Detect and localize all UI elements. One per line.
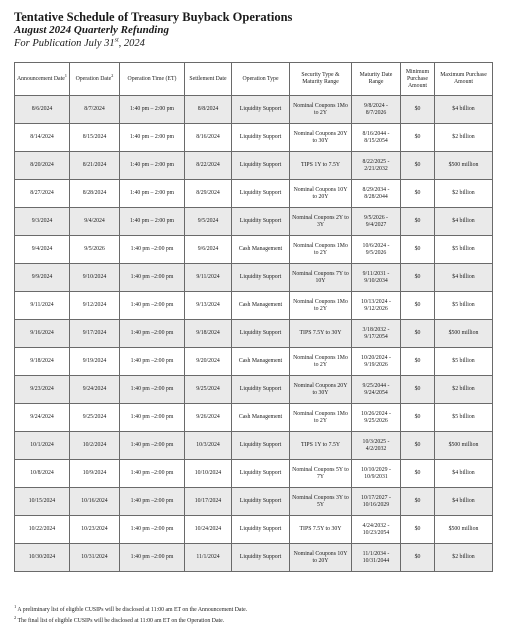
page-subtitle: August 2024 Quarterly Refunding: [14, 24, 169, 36]
table-cell: Nominal Coupons 2Y to 3Y: [290, 208, 352, 236]
footnote-1-text: A preliminary list of eligible CUSIPs will be disclosed at 11:00 am ET on the Announcement Date.: [16, 607, 248, 613]
table-cell: Nominal Coupons 1Mo to 2Y: [290, 96, 352, 124]
table-cell: 10/23/2024: [70, 516, 120, 544]
table-cell: $0: [401, 432, 435, 460]
table-cell: $0: [401, 96, 435, 124]
table-cell: 8/22/2025 - 2/21/2032: [352, 152, 401, 180]
table-cell: $2 billion: [435, 544, 493, 572]
column-header: [70, 63, 120, 96]
table-cell: $0: [401, 488, 435, 516]
table-cell: $0: [401, 180, 435, 208]
column-header-label: Maximum Purchase Amount: [440, 72, 487, 85]
table-cell: 1:40 pm – 2:00 pm: [120, 124, 185, 152]
table-cell: $5 billion: [435, 348, 493, 376]
table-cell: 10/13/2024 - 9/12/2026: [352, 292, 401, 320]
table-cell: 11/1/2034 - 10/31/2044: [352, 544, 401, 572]
table-cell: Cash Management: [232, 348, 290, 376]
table-cell: 1:40 pm – 2:00 pm: [120, 96, 185, 124]
table-cell: 1:40 pm – 2:00 pm: [120, 208, 185, 236]
table-cell: 9/4/2024: [70, 208, 120, 236]
table-cell: Nominal Coupons 20Y to 30Y: [290, 376, 352, 404]
table-cell: Nominal Coupons 10Y to 20Y: [290, 180, 352, 208]
column-header: [435, 63, 493, 96]
table-cell: 9/4/2024: [15, 236, 70, 264]
table-cell: 9/12/2024: [70, 292, 120, 320]
table-cell: 10/8/2024: [15, 460, 70, 488]
table-row: [15, 348, 493, 376]
table-cell: 10/9/2024: [70, 460, 120, 488]
table-cell: 8/15/2024: [70, 124, 120, 152]
table-cell: Cash Management: [232, 292, 290, 320]
table-cell: 1:40 pm –2:00 pm: [120, 236, 185, 264]
column-header: [232, 63, 290, 96]
table-cell: $4 billion: [435, 96, 493, 124]
table-cell: Liquidity Support: [232, 180, 290, 208]
column-header-label: Minimum Purchase Amount: [405, 68, 430, 89]
table-cell: Liquidity Support: [232, 544, 290, 572]
table-cell: 10/31/2024: [70, 544, 120, 572]
table-cell: 3/18/2032 - 9/17/2054: [352, 320, 401, 348]
table-cell: Nominal Coupons 10Y to 20Y: [290, 544, 352, 572]
table-cell: 9/8/2024 - 8/7/2026: [352, 96, 401, 124]
table-cell: 8/29/2034 - 8/28/2044: [352, 180, 401, 208]
table-cell: 9/6/2024: [185, 236, 232, 264]
table-cell: $500 million: [435, 152, 493, 180]
table-cell: 9/18/2024: [15, 348, 70, 376]
table-cell: 8/7/2024: [70, 96, 120, 124]
document-header: [14, 11, 292, 50]
column-header-label: Operation Time (ET): [127, 75, 177, 82]
table-cell: $0: [401, 264, 435, 292]
table-row: [15, 264, 493, 292]
table-cell: TIPS 1Y to 7.5Y: [290, 432, 352, 460]
table-cell: 10/24/2024: [185, 516, 232, 544]
column-header: [352, 63, 401, 96]
table-cell: $500 million: [435, 432, 493, 460]
column-header-label: Security Type & Maturity Range: [301, 72, 340, 85]
table-cell: 8/6/2024: [15, 96, 70, 124]
table-cell: 11/1/2024: [185, 544, 232, 572]
table-cell: 10/6/2024 - 9/5/2026: [352, 236, 401, 264]
table-cell: 8/8/2024: [185, 96, 232, 124]
table-body: [15, 96, 493, 572]
column-header: [15, 63, 70, 96]
column-header-footnote-mark: 2: [111, 72, 114, 78]
column-header-label: Settlement Date: [189, 75, 227, 82]
table-cell: Liquidity Support: [232, 124, 290, 152]
publication-date-prefix: For Publication July 31: [14, 38, 115, 49]
table-cell: 8/21/2024: [70, 152, 120, 180]
table-cell: Nominal Coupons 1Mo to 2Y: [290, 348, 352, 376]
column-header: [290, 63, 352, 96]
table-cell: $2 billion: [435, 376, 493, 404]
column-header-label: Maturity Date Range: [359, 72, 393, 85]
publication-date-year: , 2024: [118, 38, 145, 49]
table-cell: 9/10/2024: [70, 264, 120, 292]
column-header: [120, 63, 185, 96]
table-cell: 9/24/2024: [70, 376, 120, 404]
column-header-label: Operation Type: [242, 75, 279, 82]
table-cell: $0: [401, 348, 435, 376]
table-cell: 1:40 pm –2:00 pm: [120, 544, 185, 572]
table-cell: $0: [401, 124, 435, 152]
table-cell: 9/11/2031 - 9/10/2034: [352, 264, 401, 292]
table-cell: 8/28/2024: [70, 180, 120, 208]
table-cell: $4 billion: [435, 460, 493, 488]
footnote-1: [14, 604, 248, 614]
table-cell: 10/30/2024: [15, 544, 70, 572]
table-cell: Nominal Coupons 5Y to 7Y: [290, 460, 352, 488]
table-cell: Nominal Coupons 3Y to 5Y: [290, 488, 352, 516]
table-row: [15, 292, 493, 320]
column-header-label: Operation Date: [75, 75, 112, 82]
table-cell: $0: [401, 152, 435, 180]
table-cell: $5 billion: [435, 292, 493, 320]
table-cell: 9/23/2024: [15, 376, 70, 404]
table-cell: Nominal Coupons 1Mo to 2Y: [290, 292, 352, 320]
table-cell: 1:40 pm –2:00 pm: [120, 404, 185, 432]
table-cell: Liquidity Support: [232, 376, 290, 404]
table-cell: 1:40 pm –2:00 pm: [120, 292, 185, 320]
table-cell: 10/2/2024: [70, 432, 120, 460]
table-cell: 8/29/2024: [185, 180, 232, 208]
table-cell: Nominal Coupons 1Mo to 2Y: [290, 404, 352, 432]
footnote-2-text: The final list of eligible CUSIPs will be disclosed at 11:00 am ET on the Operation Date.: [16, 618, 225, 624]
table-cell: 10/17/2027 - 10/16/2029: [352, 488, 401, 516]
table-cell: 8/27/2024: [15, 180, 70, 208]
table-cell: 9/3/2024: [15, 208, 70, 236]
page-title: Tentative Schedule of Treasury Buyback Operations: [14, 10, 293, 24]
table-cell: Cash Management: [232, 236, 290, 264]
table-cell: $4 billion: [435, 208, 493, 236]
table-cell: 9/16/2024: [15, 320, 70, 348]
table-cell: $500 million: [435, 516, 493, 544]
table-row: [15, 236, 493, 264]
table-cell: 9/25/2044 - 9/24/2054: [352, 376, 401, 404]
table-cell: Liquidity Support: [232, 460, 290, 488]
table-cell: $0: [401, 376, 435, 404]
footnote-1-mark: 1: [14, 604, 17, 610]
table-cell: Nominal Coupons 7Y to 10Y: [290, 264, 352, 292]
table-cell: 9/5/2026: [70, 236, 120, 264]
table-cell: 1:40 pm –2:00 pm: [120, 320, 185, 348]
table-cell: TIPS 7.5Y to 30Y: [290, 516, 352, 544]
table-cell: 8/16/2044 - 8/15/2054: [352, 124, 401, 152]
table-cell: 10/16/2024: [70, 488, 120, 516]
table-cell: 9/13/2024: [185, 292, 232, 320]
table-row: [15, 460, 493, 488]
table-row: [15, 320, 493, 348]
table-row: [15, 208, 493, 236]
table-cell: 10/3/2024: [185, 432, 232, 460]
table-row: [15, 124, 493, 152]
table-cell: $2 billion: [435, 180, 493, 208]
table-row: [15, 96, 493, 124]
table-cell: Nominal Coupons 20Y to 30Y: [290, 124, 352, 152]
table-cell: TIPS 7.5Y to 30Y: [290, 320, 352, 348]
table-cell: Liquidity Support: [232, 516, 290, 544]
table-cell: $4 billion: [435, 488, 493, 516]
table-cell: $0: [401, 404, 435, 432]
table-cell: $0: [401, 544, 435, 572]
table-cell: 1:40 pm –2:00 pm: [120, 460, 185, 488]
column-header: [185, 63, 232, 96]
table-cell: $4 billion: [435, 264, 493, 292]
table-cell: $5 billion: [435, 404, 493, 432]
table-cell: 10/1/2024: [15, 432, 70, 460]
table-cell: 9/11/2024: [15, 292, 70, 320]
table-cell: $0: [401, 236, 435, 264]
table-cell: 10/15/2024: [15, 488, 70, 516]
table-cell: 10/3/2025 - 4/2/2032: [352, 432, 401, 460]
table-cell: 9/19/2024: [70, 348, 120, 376]
table-cell: 4/24/2032 - 10/23/2054: [352, 516, 401, 544]
table-cell: 8/22/2024: [185, 152, 232, 180]
table-cell: $0: [401, 460, 435, 488]
column-header: [401, 63, 435, 96]
table-cell: 1:40 pm – 2:00 pm: [120, 180, 185, 208]
column-header-label: Announcement Date: [16, 75, 65, 82]
table-cell: 9/5/2026 - 9/4/2027: [352, 208, 401, 236]
table-cell: $0: [401, 516, 435, 544]
table-cell: 9/9/2024: [15, 264, 70, 292]
table-cell: $2 billion: [435, 124, 493, 152]
footnote-2: [14, 615, 225, 625]
table-cell: 9/24/2024: [15, 404, 70, 432]
table-row: [15, 516, 493, 544]
table-cell: $500 million: [435, 320, 493, 348]
table-cell: Liquidity Support: [232, 432, 290, 460]
table-cell: 10/26/2024 - 9/25/2026: [352, 404, 401, 432]
buyback-schedule-table: [14, 62, 493, 572]
table-row: [15, 376, 493, 404]
table-cell: 1:40 pm –2:00 pm: [120, 432, 185, 460]
table-header-row: [15, 63, 493, 96]
table-cell: 1:40 pm –2:00 pm: [120, 348, 185, 376]
publication-date-ordinal: st: [114, 37, 119, 44]
table-cell: 1:40 pm –2:00 pm: [120, 376, 185, 404]
table-cell: 1:40 pm –2:00 pm: [120, 516, 185, 544]
table-cell: 9/25/2024: [185, 376, 232, 404]
table-row: [15, 404, 493, 432]
table-row: [15, 180, 493, 208]
publication-date: [14, 37, 292, 50]
table-cell: 10/20/2024 - 9/19/2026: [352, 348, 401, 376]
table-cell: Liquidity Support: [232, 264, 290, 292]
table-cell: Liquidity Support: [232, 488, 290, 516]
table-cell: 9/17/2024: [70, 320, 120, 348]
table-row: [15, 544, 493, 572]
table-cell: Liquidity Support: [232, 320, 290, 348]
table-cell: 10/22/2024: [15, 516, 70, 544]
table-cell: $0: [401, 292, 435, 320]
table-cell: $0: [401, 320, 435, 348]
table-cell: 10/17/2024: [185, 488, 232, 516]
table-cell: 10/10/2024: [185, 460, 232, 488]
table-row: [15, 432, 493, 460]
footnote-2-mark: 2: [14, 615, 17, 621]
table-cell: 8/16/2024: [185, 124, 232, 152]
table-cell: Nominal Coupons 1Mo to 2Y: [290, 236, 352, 264]
table-cell: 9/18/2024: [185, 320, 232, 348]
table-cell: 9/26/2024: [185, 404, 232, 432]
table-cell: 1:40 pm – 2:00 pm: [120, 152, 185, 180]
column-header-footnote-mark: 1: [64, 72, 68, 78]
table-cell: $5 billion: [435, 236, 493, 264]
table-row: [15, 152, 493, 180]
table-cell: 1:40 pm –2:00 pm: [120, 264, 185, 292]
table-cell: 9/11/2024: [185, 264, 232, 292]
table-cell: 9/20/2024: [185, 348, 232, 376]
table-cell: 8/14/2024: [15, 124, 70, 152]
table-cell: 9/25/2024: [70, 404, 120, 432]
table-cell: Cash Management: [232, 404, 290, 432]
table-row: [15, 488, 493, 516]
table-cell: Liquidity Support: [232, 208, 290, 236]
table-cell: 8/20/2024: [15, 152, 70, 180]
table-cell: 10/10/2029 - 10/9/2031: [352, 460, 401, 488]
table-cell: 1:40 pm –2:00 pm: [120, 488, 185, 516]
table-cell: $0: [401, 208, 435, 236]
table-cell: Liquidity Support: [232, 152, 290, 180]
table-cell: 9/5/2024: [185, 208, 232, 236]
table-cell: Liquidity Support: [232, 96, 290, 124]
table-cell: TIPS 1Y to 7.5Y: [290, 152, 352, 180]
